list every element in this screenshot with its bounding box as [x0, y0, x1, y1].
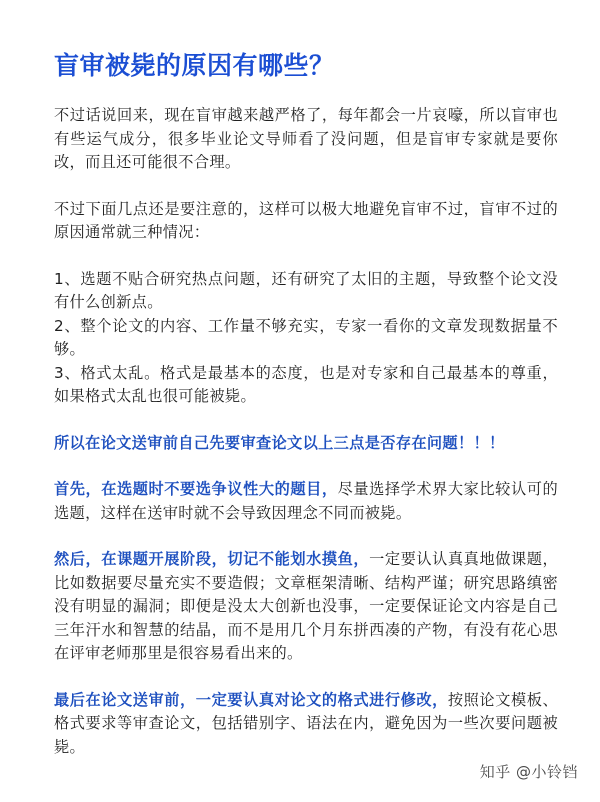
- intro-paragraph-1: 不过话说回来，现在盲审越来越严格了，每年都会一片哀嚎，所以盲审也有些运气成分，很多毕业论文导师看了没问题，但是盲审专家就是要你改，而且还可能很不合理。: [54, 106, 558, 171]
- list-item: 3、格式太乱。格式是最基本的态度，也是对专家和自己最基本的尊重，如果格式太乱也很可能被毙。: [54, 363, 558, 405]
- emphasis-statement: 所以在论文送审前自己先要审查论文以上三点是否存在问题！！！: [54, 433, 505, 452]
- advice-text: 按照论文模板、格式要求等审查论文，包括错别字、语法在内，避免因为一些次要问题被毙。: [54, 690, 558, 756]
- intro-paragraph-2: 不过下面几点还是要注意的，这样可以极大地避免盲审不过，盲审不过的原因通常就三种情况：: [54, 199, 558, 241]
- list-item: 2、整个论文的内容、工作量不够充实，专家一看你的文章发现数据量不够。: [54, 316, 558, 358]
- advice-text: 一定要认认真真地做课题，比如数据要尽量充实不要造假；文章框架清晰、结构严谨；研究思路缜密没有明显的漏洞；即便是没太大创新也没事，一定要保证论文内容是自己三年汗水和智慧的结晶，而不是用几个月东拼西凑的产物，有没有花心思在评审老师那里是很容易看出来的。: [54, 550, 559, 662]
- advice-paragraph-then: [54, 548, 558, 666]
- advice-highlight: 最后在论文送审前，一定要认真对论文的格式进行修改，: [54, 690, 448, 709]
- author-watermark: 知乎 @小铃铛: [479, 763, 578, 781]
- advice-text: 尽量选择学术界大家比较认可的选题，这样在送审时就不会导致因理念不同而被毙。: [54, 480, 558, 522]
- page-title: 盲审被毙的原因有哪些？: [54, 51, 335, 80]
- reasons-list: [54, 268, 558, 409]
- advice-highlight: 然后，在课题开展阶段，切记不能划水摸鱼，: [54, 550, 370, 568]
- advice-paragraph-finally: [54, 689, 558, 760]
- list-item: 1、选题不贴合研究热点问题，还有研究了太旧的主题，导致整个论文没有什么创新点。: [54, 269, 558, 311]
- advice-highlight: 首先，在选题时不要选争议性大的题目，: [54, 480, 338, 498]
- advice-paragraph-first: [54, 478, 558, 525]
